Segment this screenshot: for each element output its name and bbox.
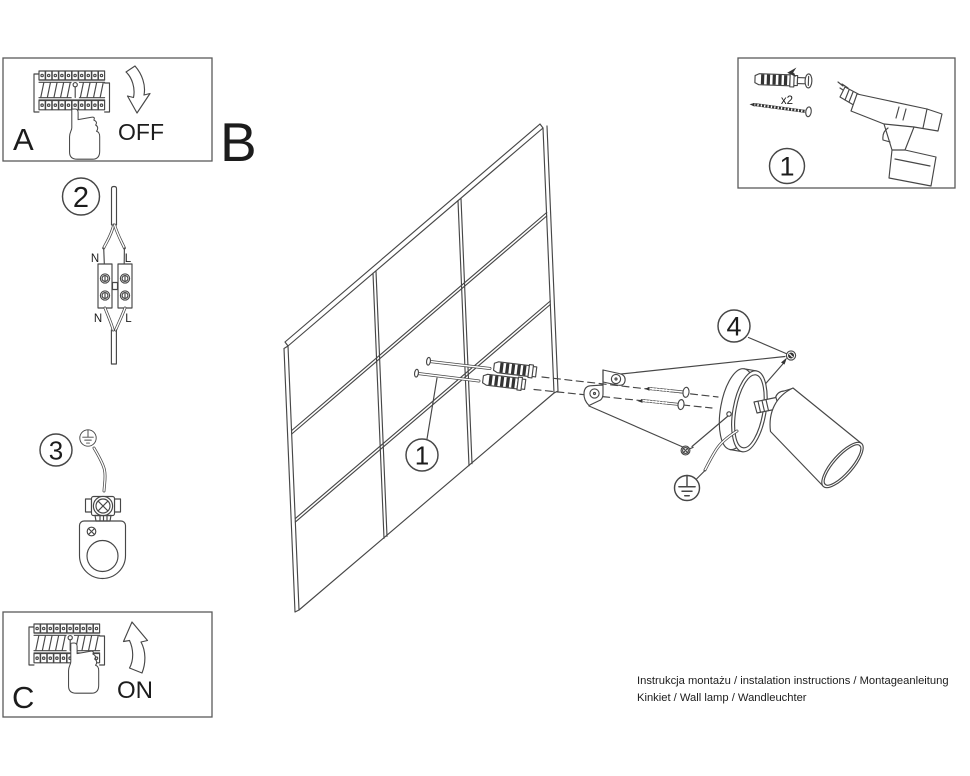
callout-1: 1 xyxy=(779,151,795,182)
cable-bottom xyxy=(111,330,116,364)
drill-icon xyxy=(838,82,942,186)
ground-leader xyxy=(697,471,706,480)
step-1-screws-anchors xyxy=(406,357,718,471)
earth-screw-terminal xyxy=(86,496,121,521)
label-box-c: C xyxy=(12,680,35,715)
footer-line-2: Kinkiet / Wall lamp / Wandleuchter xyxy=(637,692,807,704)
fixing-screw xyxy=(681,446,693,455)
label-l-top: L xyxy=(124,253,132,265)
box-c-power-on xyxy=(3,612,212,717)
screw-head xyxy=(426,357,431,365)
mounting-bracket xyxy=(584,370,625,406)
callout-3: 3 xyxy=(48,435,64,466)
label-section-b: B xyxy=(220,111,257,173)
footer-line-1: Instrukcja montażu / instalation instructions / Montageanleitung xyxy=(637,675,949,687)
set-screw xyxy=(781,351,796,365)
ground-symbol-icon xyxy=(80,430,96,446)
callout-4-leader xyxy=(749,338,787,354)
arrow-up-icon xyxy=(124,622,148,673)
screw-head xyxy=(414,369,419,377)
wall-lamp-assembly xyxy=(584,310,869,501)
anchor-with-screw xyxy=(755,66,813,88)
label-on: ON xyxy=(117,677,153,704)
lamp-shade xyxy=(770,388,869,494)
label-n-bottom: N xyxy=(93,313,103,325)
step-2-wiring-diagram xyxy=(63,178,133,364)
box-1-tools xyxy=(738,58,955,188)
callout-1: 1 xyxy=(414,440,430,471)
terminal-block xyxy=(98,264,132,308)
label-off: OFF xyxy=(118,119,164,145)
mounting-plate xyxy=(80,521,126,579)
pointing-hand-icon xyxy=(70,109,100,159)
label-anchor-qty: x2 xyxy=(780,95,794,107)
ground-symbol-icon xyxy=(675,476,700,501)
callout-4: 4 xyxy=(726,311,742,342)
callout-2: 2 xyxy=(72,182,90,214)
arrow-down-icon xyxy=(126,66,150,113)
breaker-panel-icon xyxy=(34,71,110,112)
step-3-ground-terminal-diagram xyxy=(40,430,126,579)
label-box-a: A xyxy=(13,122,34,157)
label-n-top: N xyxy=(90,253,100,265)
label-l-bottom: L xyxy=(125,313,132,325)
alignment-dashed-lines xyxy=(534,377,718,408)
footer-text xyxy=(637,675,949,704)
cable-top xyxy=(112,187,117,226)
mounting-screws xyxy=(638,387,690,410)
bare-wire-tips xyxy=(104,248,125,264)
box-a-power-off xyxy=(3,58,212,161)
